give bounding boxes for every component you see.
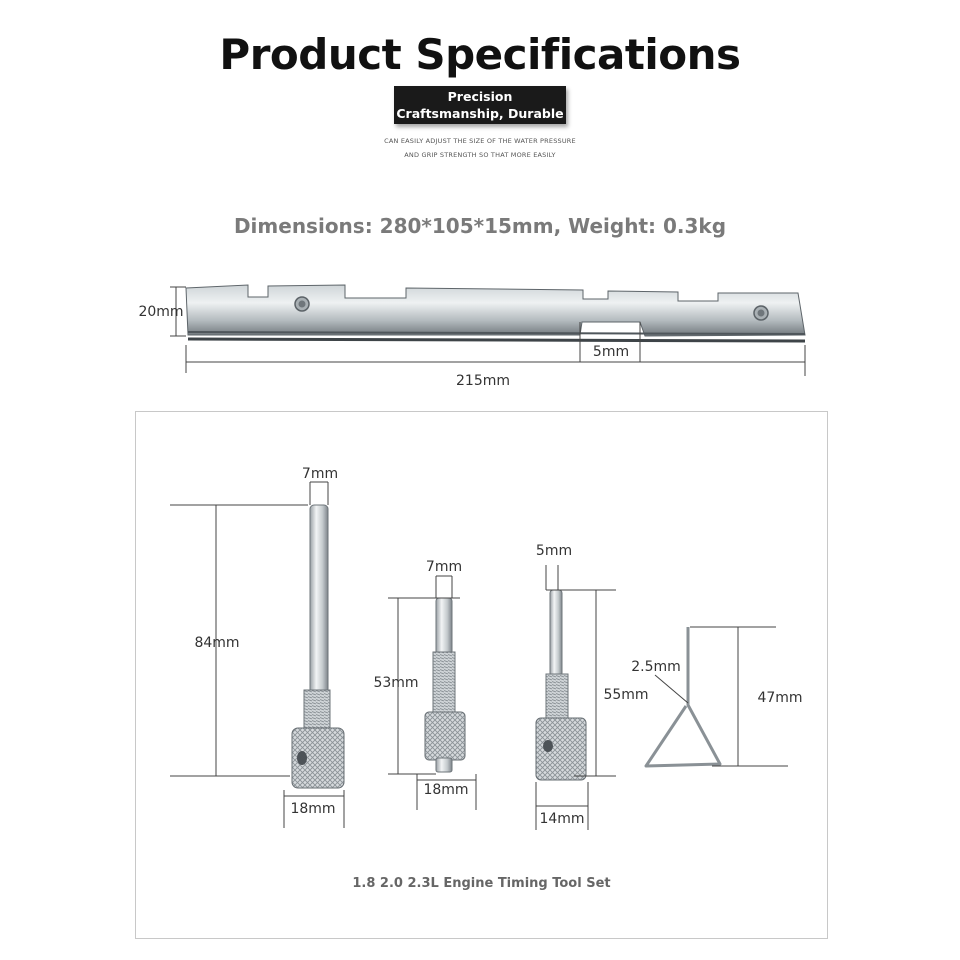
hook-wire-label: 2.5mm bbox=[631, 659, 681, 675]
tagline-line-2: AND GRIP STRENGTH SO THAT MORE EASILY bbox=[404, 151, 556, 159]
timing-pin-thin bbox=[536, 590, 586, 780]
timing-pin-long bbox=[292, 505, 344, 788]
product-caption: 1.8 2.0 2.3L Engine Timing Tool Set bbox=[352, 876, 611, 891]
pin-1-diameter-label: 7mm bbox=[301, 466, 339, 482]
pin-3-diameter-label: 5mm bbox=[535, 543, 573, 559]
plate-height-label: 20mm bbox=[138, 304, 184, 320]
pin-2-diameter-label: 7mm bbox=[425, 559, 463, 575]
tagline-line-1: CAN EASILY ADJUST THE SIZE OF THE WATER PRESSURE bbox=[384, 137, 576, 145]
plate-slot-label: 5mm bbox=[592, 344, 630, 360]
pin-2-dimension-lines bbox=[388, 576, 476, 810]
timing-pin-short bbox=[425, 598, 465, 772]
dimensions-text: Dimensions: 280*105*15mm, Weight: 0.3kg bbox=[233, 214, 727, 238]
hook-height-label: 47mm bbox=[757, 690, 803, 706]
pin-3-length-label: 55mm bbox=[603, 687, 649, 703]
locking-plate bbox=[186, 285, 805, 341]
page-title: Product Specifications bbox=[219, 30, 741, 79]
plate-length-label: 215mm bbox=[456, 373, 510, 389]
pin-2-knob-label: 18mm bbox=[423, 782, 469, 798]
triangle-hook-tool bbox=[646, 627, 720, 766]
pin-3-knob-label: 14mm bbox=[539, 811, 585, 827]
pin-1-length-label: 84mm bbox=[194, 635, 240, 651]
pin-1-knob-label: 18mm bbox=[290, 801, 336, 817]
badge-line-1: Precision bbox=[447, 89, 513, 104]
badge-line-2: Craftsmanship, Durable bbox=[396, 106, 564, 121]
pin-2-length-label: 53mm bbox=[373, 675, 419, 691]
